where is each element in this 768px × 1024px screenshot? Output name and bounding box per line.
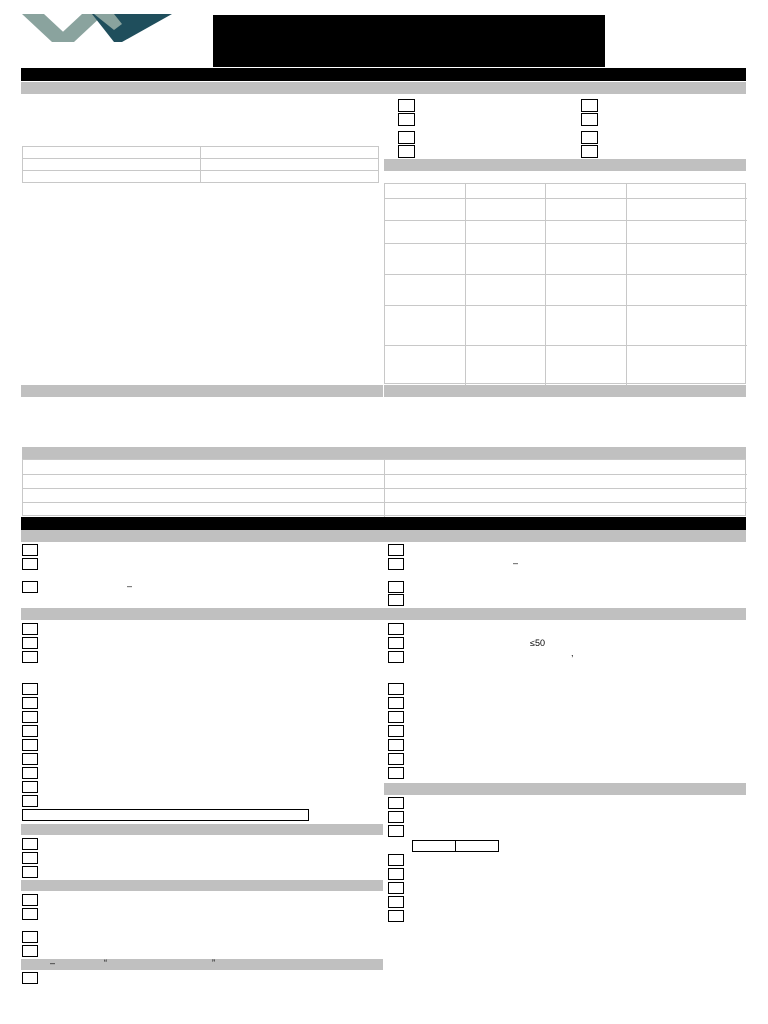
checkbox[interactable] bbox=[388, 825, 404, 837]
checkbox[interactable] bbox=[22, 866, 38, 878]
subsection-bar-6-right bbox=[384, 783, 746, 795]
dash-mark: – bbox=[127, 581, 133, 591]
logo bbox=[22, 14, 172, 44]
checkbox[interactable] bbox=[388, 683, 404, 695]
le50-mark: ≤50 bbox=[530, 638, 545, 648]
subsection-bar-3 bbox=[22, 447, 746, 459]
checkbox[interactable] bbox=[398, 131, 415, 144]
checkbox[interactable] bbox=[581, 113, 598, 126]
checkbox[interactable] bbox=[22, 725, 38, 737]
subsection-bar-2-right bbox=[384, 385, 746, 397]
subsection-bar-1 bbox=[21, 82, 746, 94]
checkbox[interactable] bbox=[581, 99, 598, 112]
checkbox[interactable] bbox=[22, 623, 38, 635]
open-quote-mark: “ bbox=[104, 958, 107, 968]
checkbox[interactable] bbox=[388, 623, 404, 635]
checkbox[interactable] bbox=[22, 781, 38, 793]
checkbox[interactable] bbox=[388, 767, 404, 779]
subsection-bar-right bbox=[384, 159, 746, 171]
checkbox[interactable] bbox=[388, 753, 404, 765]
comma-mark: , bbox=[571, 648, 574, 658]
checkbox[interactable] bbox=[581, 131, 598, 144]
subsection-bar-8-left bbox=[21, 880, 383, 891]
checkbox[interactable] bbox=[22, 838, 38, 850]
checkbox[interactable] bbox=[398, 145, 415, 158]
checkbox[interactable] bbox=[388, 711, 404, 723]
checkbox[interactable] bbox=[22, 753, 38, 765]
checkbox[interactable] bbox=[388, 558, 404, 570]
checkbox[interactable] bbox=[398, 113, 415, 126]
grid-table-right bbox=[384, 183, 746, 384]
info-cell[interactable] bbox=[22, 170, 201, 183]
subsection-bar-4 bbox=[21, 530, 746, 542]
checkbox[interactable] bbox=[388, 594, 404, 606]
checkbox[interactable] bbox=[388, 739, 404, 751]
section-bar-2 bbox=[21, 517, 746, 530]
checkbox[interactable] bbox=[22, 544, 38, 556]
checkbox[interactable] bbox=[388, 725, 404, 737]
checkbox[interactable] bbox=[398, 99, 415, 112]
info-cell[interactable] bbox=[200, 170, 379, 183]
subsection-bar-7-left bbox=[21, 824, 383, 835]
checkbox[interactable] bbox=[388, 896, 404, 908]
checkbox[interactable] bbox=[22, 931, 38, 943]
checkbox[interactable] bbox=[388, 697, 404, 709]
checkbox[interactable] bbox=[22, 739, 38, 751]
checkbox[interactable] bbox=[22, 908, 38, 920]
checkbox[interactable] bbox=[22, 651, 38, 663]
checkbox[interactable] bbox=[22, 945, 38, 957]
checkbox[interactable] bbox=[388, 854, 404, 866]
text-input[interactable] bbox=[22, 809, 309, 821]
small-input-1[interactable] bbox=[412, 840, 456, 852]
dash-mark: – bbox=[513, 558, 519, 568]
checkbox[interactable] bbox=[581, 145, 598, 158]
small-input-2[interactable] bbox=[455, 840, 499, 852]
checkbox[interactable] bbox=[22, 637, 38, 649]
checkbox[interactable] bbox=[388, 797, 404, 809]
subsection-bar-5 bbox=[21, 608, 746, 620]
checkbox[interactable] bbox=[22, 697, 38, 709]
checkbox[interactable] bbox=[388, 651, 404, 663]
full-table bbox=[22, 459, 746, 516]
checkbox[interactable] bbox=[22, 972, 38, 984]
checkbox[interactable] bbox=[22, 711, 38, 723]
subsection-bar-9-left bbox=[21, 959, 383, 970]
checkbox[interactable] bbox=[22, 767, 38, 779]
checkbox[interactable] bbox=[388, 910, 404, 922]
checkbox[interactable] bbox=[22, 894, 38, 906]
section-bar-1 bbox=[21, 68, 746, 81]
close-quote-mark: ” bbox=[212, 958, 215, 968]
checkbox[interactable] bbox=[388, 581, 404, 593]
checkbox[interactable] bbox=[22, 852, 38, 864]
subsection-bar-2-left bbox=[21, 385, 383, 397]
checkbox[interactable] bbox=[388, 544, 404, 556]
checkbox[interactable] bbox=[22, 558, 38, 570]
header-title-box bbox=[213, 15, 605, 67]
checkbox[interactable] bbox=[22, 683, 38, 695]
checkbox[interactable] bbox=[388, 637, 404, 649]
checkbox[interactable] bbox=[22, 795, 38, 807]
checkbox[interactable] bbox=[388, 882, 404, 894]
checkbox[interactable] bbox=[388, 811, 404, 823]
checkbox[interactable] bbox=[388, 868, 404, 880]
dash-mark: – bbox=[50, 958, 56, 968]
checkbox[interactable] bbox=[22, 581, 38, 593]
